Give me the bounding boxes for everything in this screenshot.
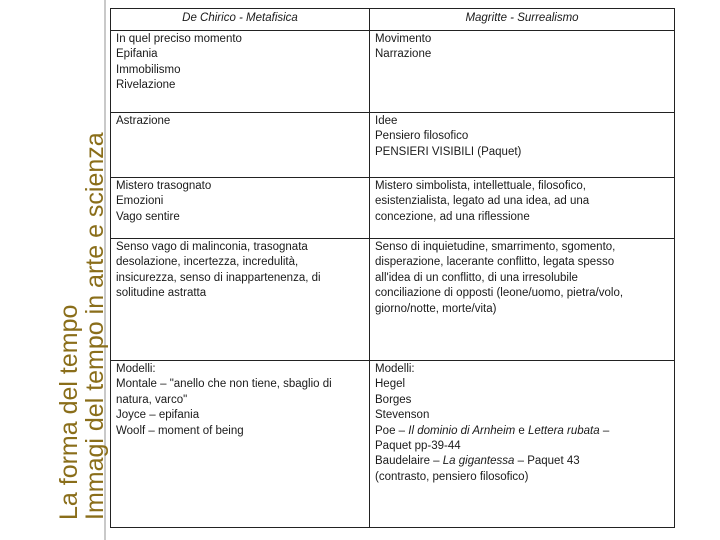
cell-line: Senso di inquietudine, smarrimento, sgomento, <box>375 241 616 253</box>
table-cell-right <box>370 113 675 178</box>
cell-line: esistenzialista, legato ad una idea, ad una <box>375 195 590 208</box>
cell-line: conciliazione di opposti (leone/uomo, pietra/volo, <box>375 287 624 300</box>
table-cell-left <box>111 361 370 528</box>
table-cell-right <box>370 239 675 361</box>
cell-line: Joyce – epifania <box>116 409 200 422</box>
table-cell-left <box>111 31 370 113</box>
poe-title-1: Il dominio di Arnheim <box>408 424 516 437</box>
table-cell-left <box>111 113 370 178</box>
table-header-row <box>111 9 675 31</box>
baud-prefix: Baudelaire – <box>375 455 443 468</box>
baud-title: La gigantessa <box>442 455 515 468</box>
sidebar-title <box>54 132 109 520</box>
cell-line: insicurezza, senso di inappartenenza, di <box>116 271 321 284</box>
cell-line: desolazione, incertezza, incredulità, <box>116 256 299 269</box>
cell-line: Mistero simbolista, intellettuale, filosofico, <box>375 180 586 192</box>
cell-line: Epifania <box>116 48 158 61</box>
cell-line: Narrazione <box>375 48 432 61</box>
table-cell-right <box>370 178 675 239</box>
cell-line: Woolf – moment of being <box>116 424 244 437</box>
cell-line: In quel preciso momento <box>116 33 242 45</box>
cell-line: Immobilismo <box>116 63 181 76</box>
cell-line: Vago sentire <box>116 210 180 223</box>
poe-suffix: – <box>599 424 610 437</box>
baud-suffix: – Paquet 43 <box>514 455 580 468</box>
cell-line: Hegel <box>375 378 406 391</box>
cell-line: Astrazione <box>116 115 171 127</box>
cell-line: concezione, ad una riflessione <box>375 210 530 223</box>
cell-line: disperazione, lacerante conflitto, legata spesso <box>375 256 615 269</box>
cell-line: Pensiero filosofico <box>375 130 469 143</box>
poe-prefix: Poe – <box>375 424 409 437</box>
cell-line-poe <box>375 424 670 439</box>
cell-line: Movimento <box>375 33 432 45</box>
poe-mid: e <box>515 424 529 437</box>
cell-line: Montale – "anello che non tiene, sbaglio di <box>116 378 332 391</box>
table-cell-right <box>370 31 675 113</box>
cell-line: solitudine astratta <box>116 287 207 300</box>
header-de-chirico: De Chirico - Metafisica <box>111 9 370 31</box>
table-cell-left <box>111 178 370 239</box>
cell-line: Borges <box>375 393 412 406</box>
sidebar-title-line2: Immagi del tempo in arte e scienza <box>81 132 110 520</box>
table-cell-right <box>370 361 675 528</box>
header-magritte: Magritte - Surrealismo <box>370 9 675 31</box>
cell-line: Idee <box>375 115 398 127</box>
table-row <box>111 361 675 528</box>
table-cell-left <box>111 239 370 361</box>
cell-line: Stevenson <box>375 409 430 422</box>
cell-line: Modelli: <box>116 363 156 375</box>
table-row <box>111 178 675 239</box>
poe-title-2: Lettera rubata <box>528 424 600 437</box>
cell-line: Senso vago di malinconia, trasognata <box>116 241 308 253</box>
cell-line-baudelaire <box>375 454 670 469</box>
table-row <box>111 239 675 361</box>
cell-line: Rivelazione <box>116 79 176 92</box>
cell-line: Modelli: <box>375 363 415 375</box>
cell-line: Paquet pp-39-44 <box>375 440 461 453</box>
table-row <box>111 113 675 178</box>
comparison-table <box>110 8 675 528</box>
cell-line: all'idea di un conflitto, di una irresolubile <box>375 271 578 284</box>
cell-line: (contrasto, pensiero filosofico) <box>375 470 529 483</box>
cell-line: Mistero trasognato <box>116 180 212 192</box>
cell-line: natura, varco" <box>116 393 188 406</box>
cell-line: PENSIERI VISIBILI (Paquet) <box>375 145 522 158</box>
cell-line: Emozioni <box>116 195 164 208</box>
cell-line: giorno/notte, morte/vita) <box>375 302 497 315</box>
sidebar-title-line1: La forma del tempo <box>55 304 83 520</box>
table-row <box>111 31 675 113</box>
